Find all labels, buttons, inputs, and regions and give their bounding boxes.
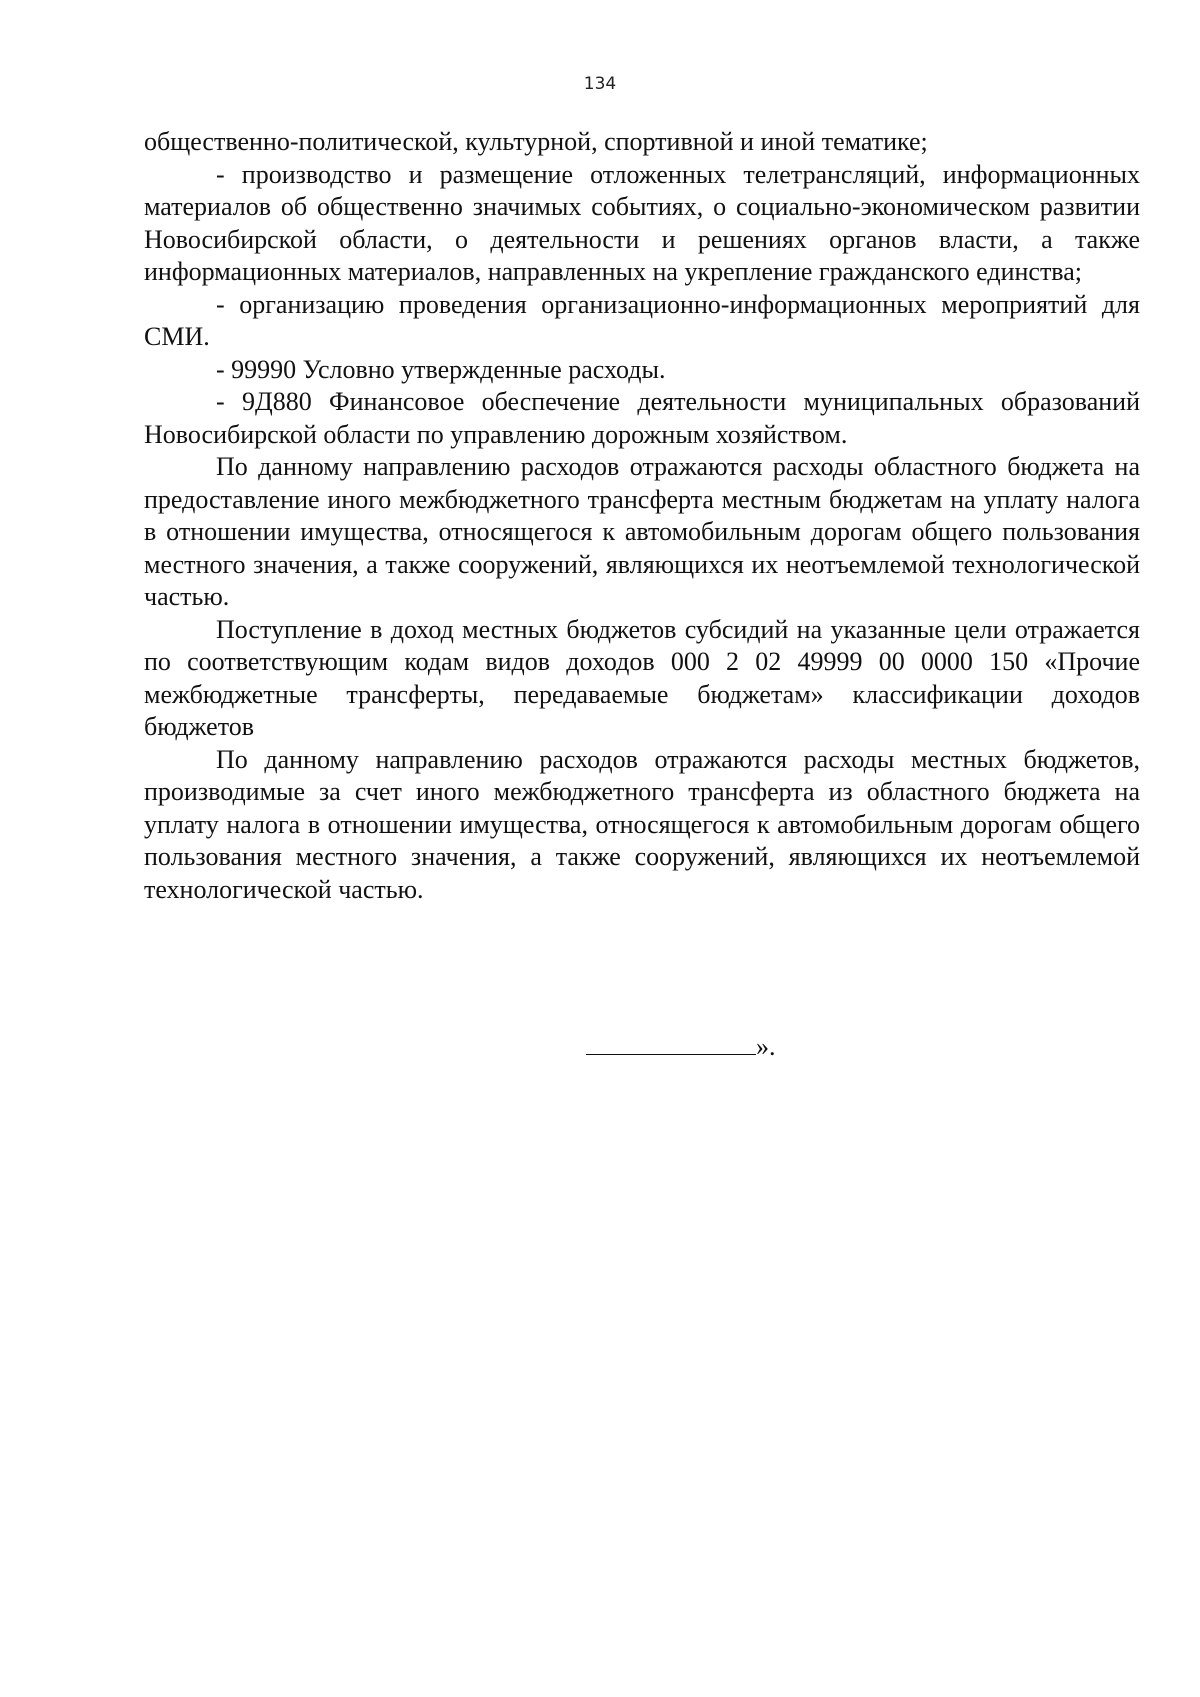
paragraph-list-item-telecasts: - производство и размещение отложенных телетрансляций, информационных материалов об общественно значимых событиях, о социально-экономическом развитии Новосибирской области, о деятельности и решениях органов власти, а также информационных материалов, направленных на укрепление гражданского единства; [144,159,1140,286]
page-number: 134 [583,74,617,94]
document-body [144,126,1140,906]
closing-line [586,1030,776,1063]
paragraph-income-codes: Поступление в доход местных бюджетов субсидий на указанные цели отражается по соответствующим кодам видов доходов 000 2 02 49999 00 0000 150 «Прочие межбюджетные трансферты, передаваемые бюджетам» классификации доходов бюджетов [144,614,1140,741]
paragraph-list-item-media-events: - организацию проведения организационно-информационных мероприятий для СМИ. [144,289,1140,351]
closing-quote: ». [756,1032,776,1061]
paragraph-continuation: общественно-политической, культурной, спортивной и иной тематике; [144,127,928,156]
paragraph-regional-expenses: По данному направлению расходов отражаются расходы областного бюджета на предоставление иного межбюджетного трансферта местным бюджетам на уплату налога в отношении имущества, относящегося к автомобильным дорогам общего пользования местного значения, а также сооружений, являющихся их неотъемлемой технологической частью. [144,452,1140,611]
paragraph-list-item-99990: - 99990 Условно утвержденные расходы. [216,354,666,384]
paragraph-local-expenses: По данному направлению расходов отражаются расходы местных бюджетов, производимые за счет иного межбюджетного трансферта из областного бюджета на уплату налога в отношении имущества, относящегося к автомобильным дорогам общего пользования местного значения, а также сооружений, являющихся их неотъемлемой технологической частью. [144,744,1140,904]
paragraph-list-item-9d880: - 9Д880 Финансовое обеспечение деятельности муниципальных образований Новосибирской области по управлению дорожным хозяйством. [144,387,1140,449]
signature-rule [586,1030,756,1055]
